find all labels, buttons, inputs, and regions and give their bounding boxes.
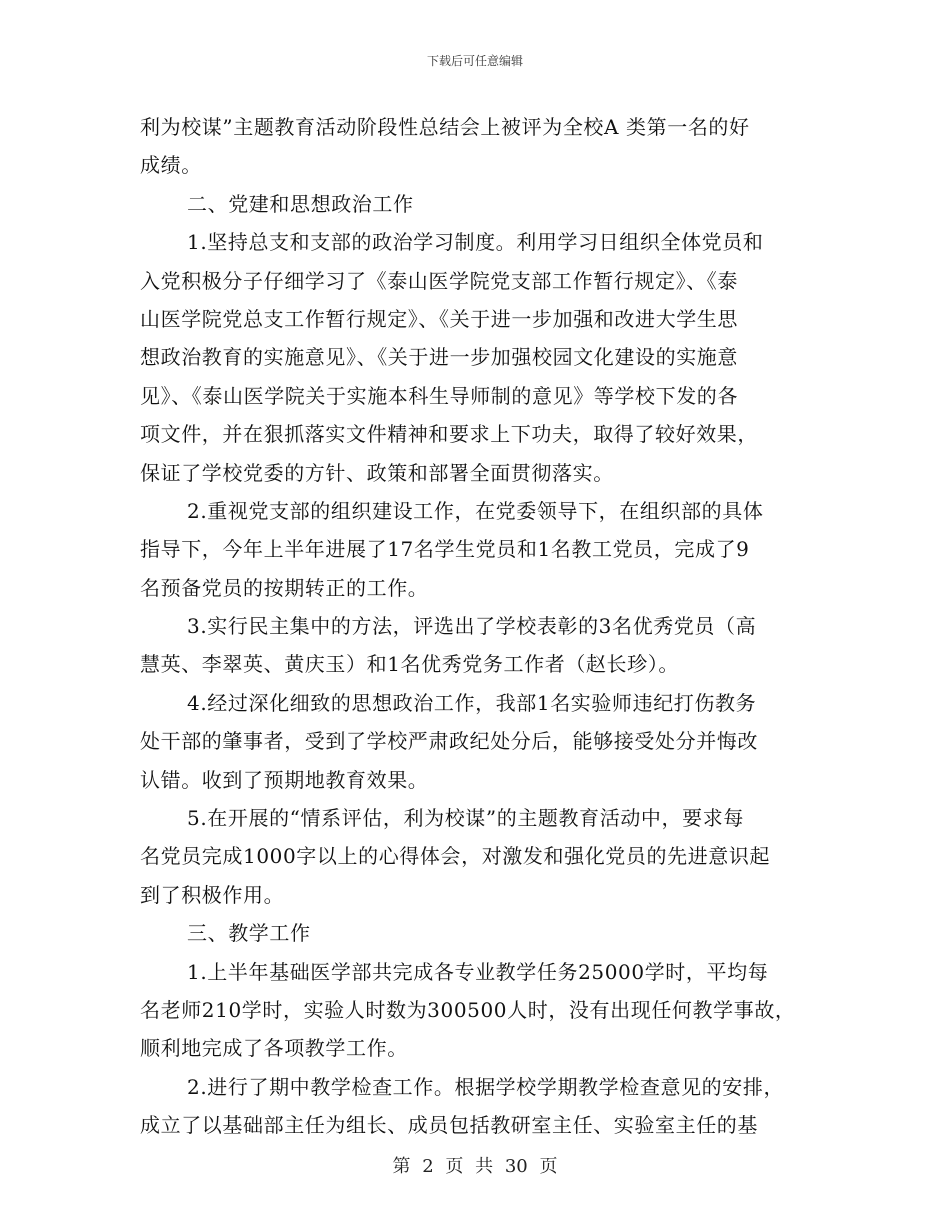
text-line: 5.在开展的“情系评估，利为校谋”的主题教育活动中，要求每 bbox=[187, 806, 744, 831]
text-line: 认错。收到了预期地教育效果。 bbox=[140, 767, 429, 792]
text-line: 顺利地完成了各项教学工作。 bbox=[140, 1036, 408, 1061]
text-line: 成绩。 bbox=[140, 153, 202, 178]
text-line: 想政治教育的实施意见》、《关于进一步加强校园文化建设的实施意 bbox=[140, 345, 738, 370]
text-line: 1.坚持总支和支部的政治学习制度。利用学习日组织全体党员和 bbox=[187, 230, 764, 255]
text-line: 三、教学工作 bbox=[187, 921, 311, 946]
text-line: 入党积极分子仔细学习了《泰山医学院党支部工作暂行规定》、《泰 bbox=[140, 268, 738, 293]
text-line: 指导下，今年上半年进展了17名学生党员和1名教工党员，完成了9 bbox=[140, 537, 750, 562]
text-line: 3.实行民主集中的方法，评选出了学校表彰的3名优秀党员（高 bbox=[187, 614, 757, 639]
page-footer: 第 2 页 共 30 页 bbox=[392, 1156, 558, 1177]
text-line: 项文件，并在狠抓落实文件精神和要求上下功夫，取得了较好效果， bbox=[140, 422, 758, 447]
text-line: 成立了以基础部主任为组长、成员包括教研室主任、实验室主任的基 bbox=[140, 1113, 758, 1138]
text-line: 到了积极作用。 bbox=[140, 882, 285, 907]
text-line: 4.经过深化细致的思想政治工作，我部1名实验师违纪打伤教务 bbox=[187, 690, 757, 715]
text-line: 慧英、李翠英、黄庆玉）和1名优秀党务工作者（赵长珍）。 bbox=[140, 652, 679, 677]
text-line: 2.进行了期中教学检查工作。根据学校学期教学检查意见的安排， bbox=[187, 1074, 785, 1099]
text-line: 名老师210学时，实验人时数为300500人时，没有出现任何教学事故， bbox=[140, 997, 796, 1022]
text-line: 利为校谋”主题教育活动阶段性总结会上被评为全校A 类第一名的好 bbox=[140, 115, 750, 139]
text-line: 2.重视党支部的组织建设工作，在党委领导下，在组织部的具体 bbox=[187, 498, 764, 523]
document-body bbox=[140, 108, 808, 1145]
text-line: 1.上半年基础医学部共完成各专业教学任务25000学时，平均每 bbox=[187, 959, 769, 984]
text-line: 见》、《泰山医学院关于实施本科生导师制的意见》等学校下发的各 bbox=[140, 383, 738, 408]
text-line: 山医学院党总支工作暂行规定》、《关于进一步加强和改进大学生思 bbox=[140, 306, 738, 331]
text-line: 保证了学校党委的方针、政策和部署全面贯彻落实。 bbox=[140, 460, 614, 485]
text-line: 名党员完成1000字以上的心得体会，对激发和强化党员的先进意识起 bbox=[140, 844, 771, 869]
page-header: 下载后可任意编辑 bbox=[426, 54, 523, 68]
text-line: 二、党建和思想政治工作 bbox=[187, 191, 414, 216]
text-line: 处干部的肇事者，受到了学校严肃政纪处分后，能够接受处分并悔改 bbox=[140, 729, 758, 754]
text-line: 名预备党员的按期转正的工作。 bbox=[140, 575, 429, 600]
